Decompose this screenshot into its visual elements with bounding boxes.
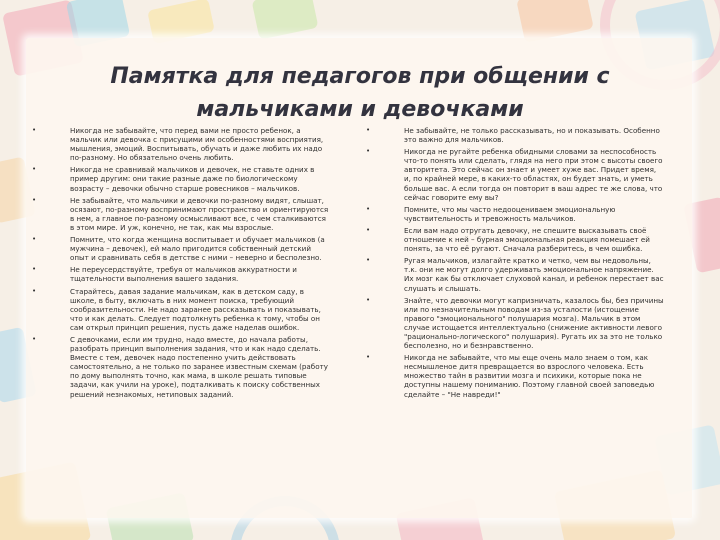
- list-item: [366, 226, 664, 253]
- bullet-icon: •: [32, 165, 37, 174]
- list-item: [366, 296, 664, 351]
- list-item-text: Если вам надо отругать девочку, не спешите высказывать своё отношение к ней – бурная эмоциональная реакция помешает ей понять, за что её ругают. Сначала разберитесь, в чем ошибка.: [404, 225, 650, 254]
- bullet-icon: •: [32, 334, 37, 343]
- bullet-icon: •: [366, 256, 371, 265]
- list-item-text: Не переусердствуйте, требуя от мальчиков аккуратности и тщательности выполнения вашего задания.: [70, 265, 297, 284]
- bullet-icon: •: [366, 204, 371, 213]
- bullet-icon: •: [366, 353, 371, 362]
- list-item-text: Никогда не забывайте, что мы еще очень мало знаем о том, как несмышленое дитя превращается во взрослого человека. Есть множество тайн в развитии мозга и психики, которые пока не доступны нашему пониманию. Поэтому главной своей заповедью сделайте – "Не навреди!": [404, 353, 655, 399]
- bullet-icon: •: [32, 126, 37, 134]
- page-title: Памятка для педагогов при общении с мальчиками и девочками: [110, 63, 610, 122]
- list-item-text: Знайте, что девочки могут капризничать, казалось бы, без причины или по незначительным поводам из-за усталости (истощение правого "эмоционального" полушария мозга). Мальчик в этом случае истощается интеллектуально (снижение активности левого "рационально-логического" полушария). Ругать их за это не только бесполезно, но и безнравственно.: [404, 295, 664, 351]
- toy-block-decoration: [251, 0, 318, 40]
- list-item-text: Никогда не ругайте ребенка обидными словами за неспособность что-то понять или сделать, глядя на него при этом с высоты своего авторитета. Это сейчас он знает и умеет хуже вас. Придет время, и, по крайней мере, в каких-то областях, он будет знать, и уметь больше вас. А если тогда он повторит в ваш адрес те же слова, что сейчас говорите ему вы?: [404, 147, 663, 202]
- list-item: [32, 335, 332, 399]
- bullet-icon: •: [366, 147, 371, 156]
- right-column: [366, 126, 664, 402]
- list-item-text: Ругая мальчиков, излагайте кратко и четко, чем вы недовольны, т.к. они не могут долго удерживать эмоциональное напряжение. Их мозг как бы отключает слуховой канал, и ребенок перестает вас слушать и слышать.: [404, 256, 664, 293]
- toy-block-decoration: [516, 0, 594, 43]
- list-item: [366, 256, 664, 292]
- bullet-icon: •: [366, 295, 371, 304]
- list-item: [32, 287, 332, 332]
- bullet-icon: •: [32, 286, 37, 295]
- bullet-icon: •: [366, 225, 371, 234]
- bullet-icon: •: [32, 265, 37, 274]
- bullet-icon: •: [32, 195, 37, 204]
- left-column: [32, 126, 332, 402]
- list-item: [366, 126, 664, 144]
- list-item: [32, 165, 332, 192]
- list-item: [366, 147, 664, 202]
- list-item-text: Никогда не сравнивай мальчиков и девочек, не ставьте одних в пример другим: они такие разные даже по биологическому возрасту – девочки обычно старше ровесников – мальчиков.: [70, 165, 315, 193]
- list-item-text: С девочками, если им трудно, надо вместе, до начала работы, разобрать принцип выполнения задания, что и как надо сделать. Вместе с тем, девочек надо постепенно учить действовать самостоятельно, а не только по заранее известным схемам (работу по дому выполнять точно, как мама, в школе решать типовые задачи, как учили на уроке), подталкивать к поиску собственных решений незнакомых, нетиповых заданий.: [70, 334, 328, 399]
- list-item-text: Помните, что когда женщина воспитывает и обучает мальчиков (а мужчина – девочек), ей мало пригодится собственный детский опыт и сравнивать себя в детстве с ними – неверно и бесполезно.: [70, 235, 325, 263]
- list-item: [32, 196, 332, 232]
- list-item: [32, 126, 332, 162]
- list-item: [32, 235, 332, 262]
- list-item-text: Не забывайте, не только рассказывать, но и показывать. Особенно это важно для мальчиков.: [404, 126, 660, 145]
- bullet-icon: •: [32, 235, 37, 244]
- bullet-icon: •: [366, 126, 371, 134]
- list-item-text: Помните, что мы часто недооцениваем эмоциональную чувствительность и тревожность мальчиков.: [404, 204, 616, 223]
- list-item: [366, 205, 664, 223]
- list-item-text: Не забывайте, что мальчики и девочки по-разному видят, слышат, осязают, по-разному воспринимают пространство и ориентируются в нем, а главное по-разному осмысливают все, с чем сталкиваются в этом мире. И уж, конечно, не так, как мы взрослые.: [70, 195, 329, 232]
- list-item: [366, 353, 664, 398]
- list-item-text: Старайтесь, давая задание мальчикам, как в детском саду, в школе, в быту, включать в них момент поиска, требующий сообразительности. Не надо заранее рассказывать и показывать, что и как делать. Следует подтолкнуть ребенка к тому, чтобы он сам открыл принцип решения, пусть даже наделав ошибок.: [70, 286, 321, 332]
- list-item: [32, 265, 332, 283]
- list-item-text: Никогда не забывайте, что перед вами не просто ребенок, а мальчик или девочка с присущими им особенностями восприятия, мышления, эмоций. Воспитывать, обучать и даже любить их надо по-разному. Но обязательно очень любить.: [70, 126, 324, 163]
